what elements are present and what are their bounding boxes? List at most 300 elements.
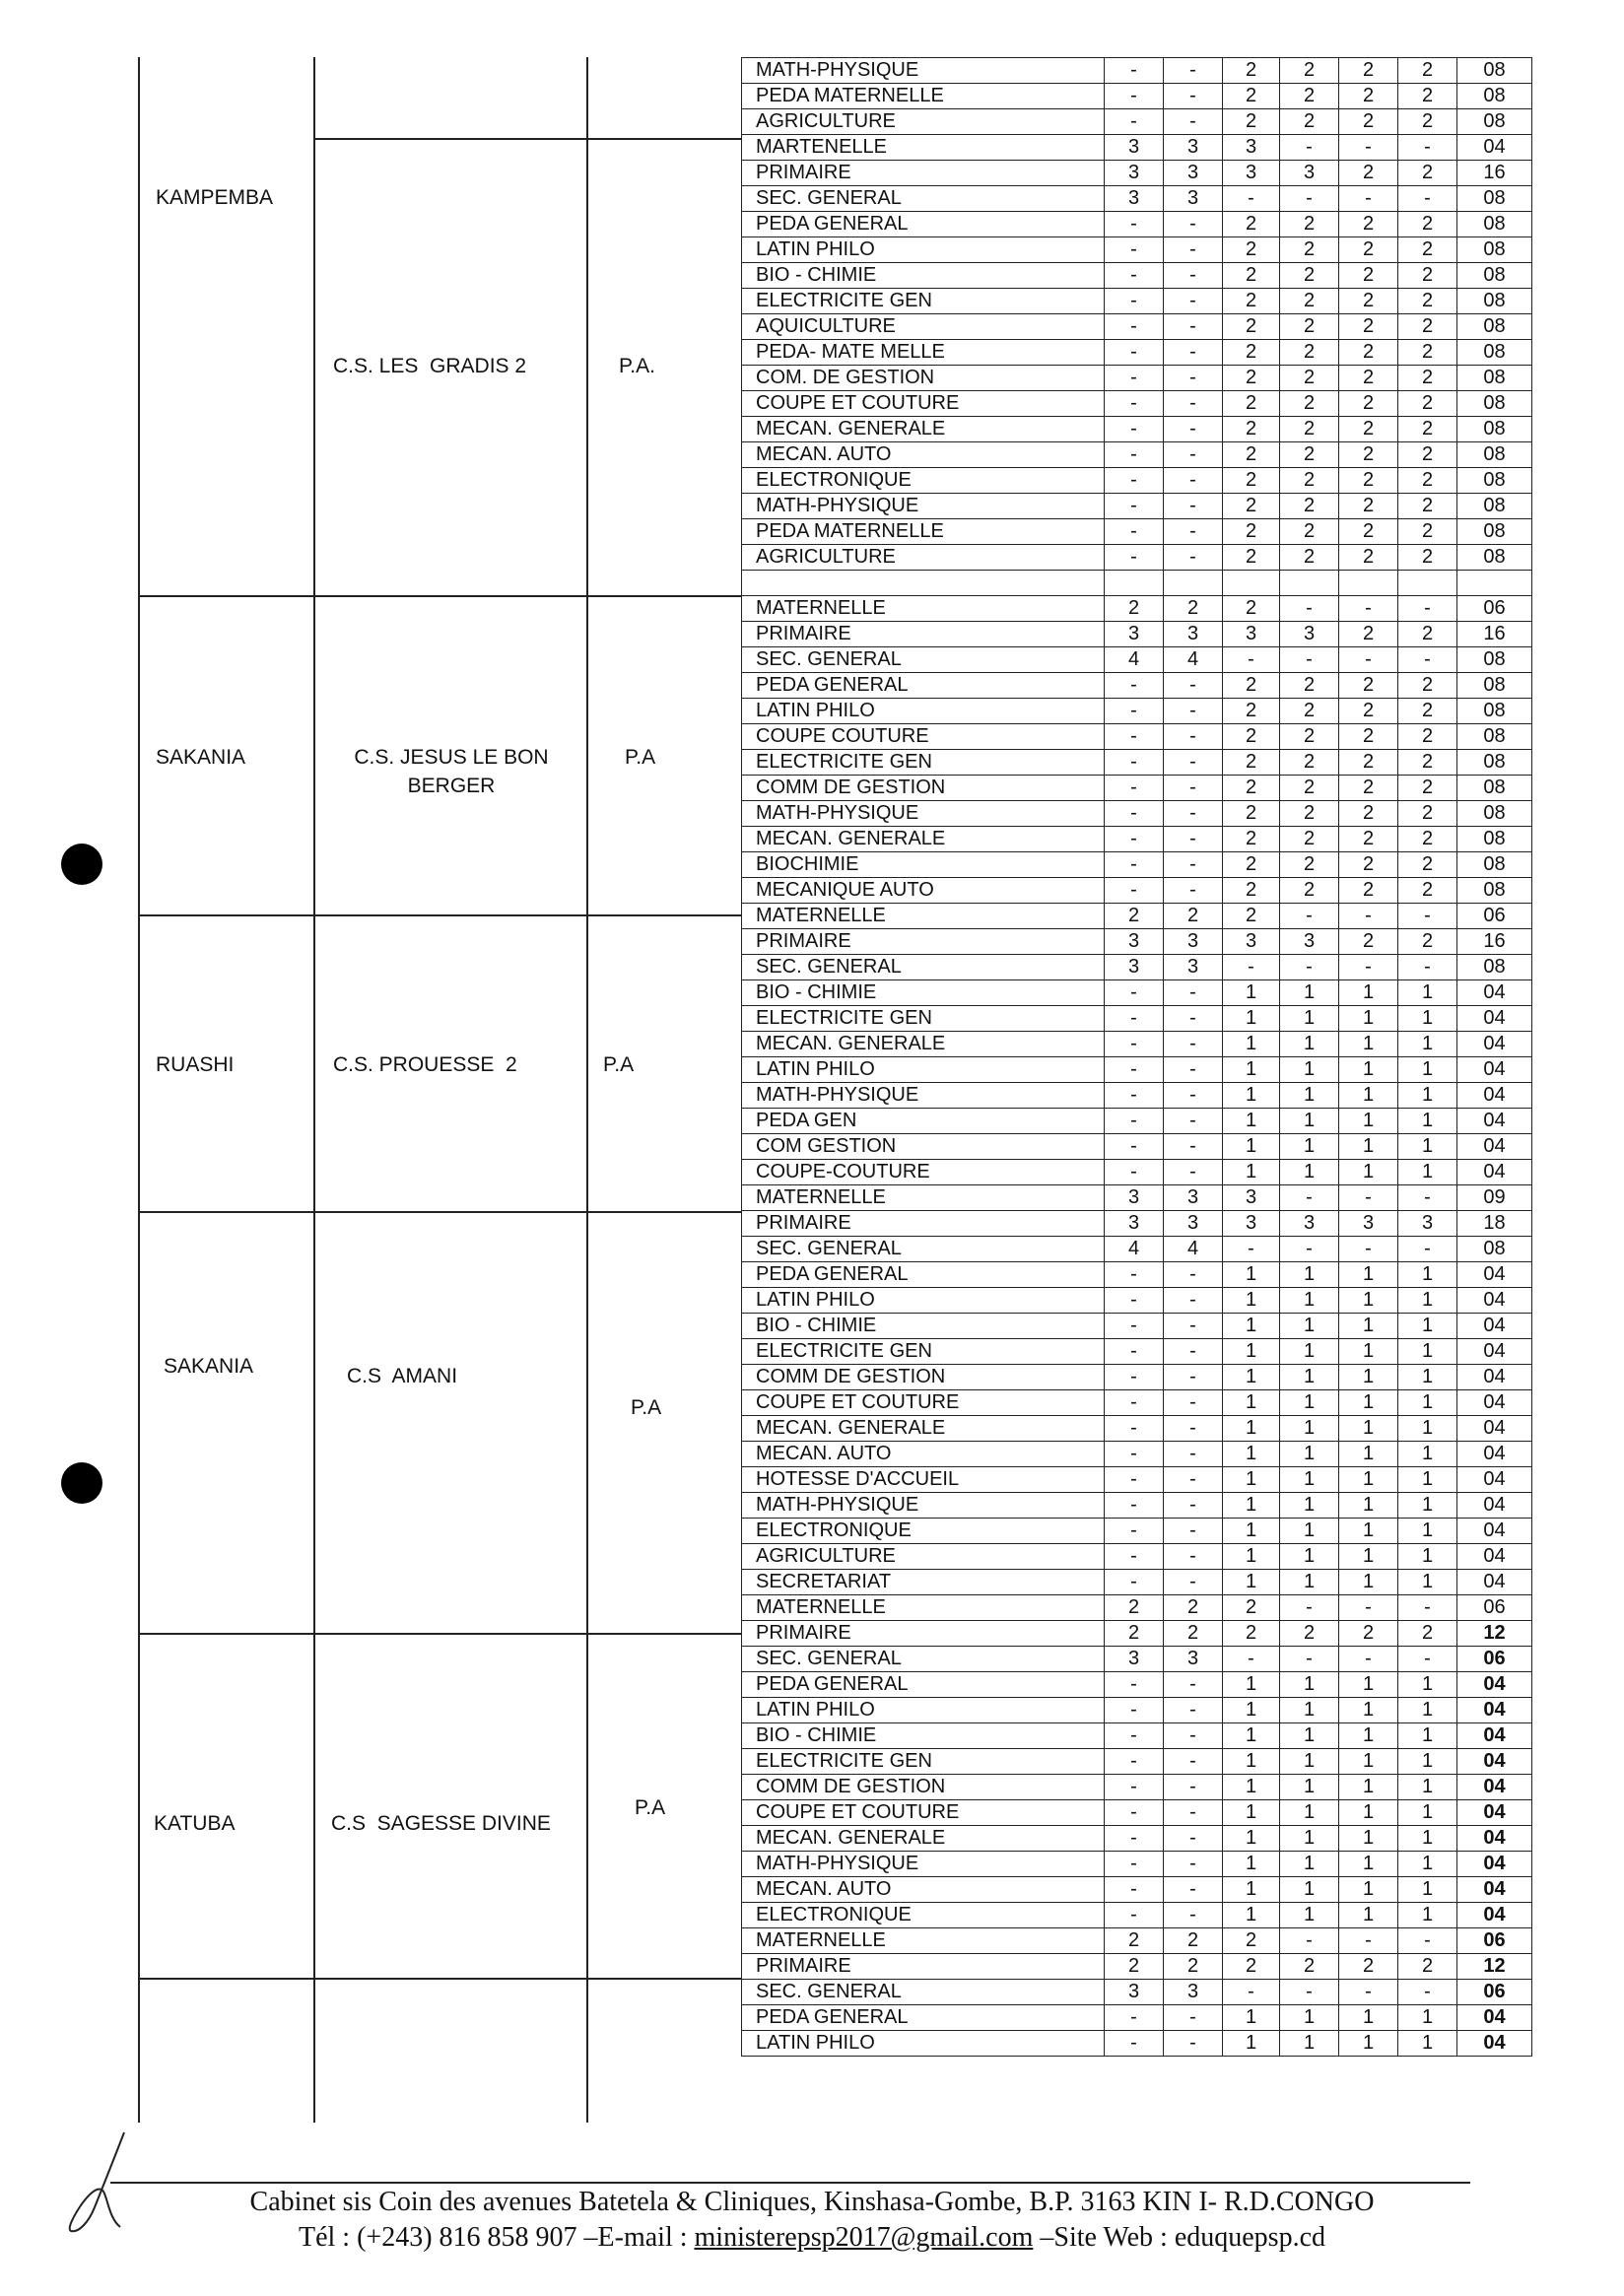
count-cell: 1 [1339,2005,1398,2031]
count-cell: - [1105,289,1164,314]
count-cell: - [1105,442,1164,468]
count-cell: 2 [1280,801,1339,827]
table-row [742,571,1532,596]
count-cell: - [1105,1672,1164,1698]
program-cell: ELECTRONIQUE [742,468,1105,494]
total-cell: 04 [1457,980,1532,1006]
total-cell: 04 [1457,135,1532,161]
count-cell: - [1164,750,1223,776]
count-cell: 2 [1223,84,1280,109]
count-cell: - [1280,135,1339,161]
count-cell: 1 [1223,1365,1280,1390]
count-cell: 3 [1223,135,1280,161]
count-cell: - [1105,494,1164,519]
program-cell: AGRICULTURE [742,109,1105,135]
count-cell: 2 [1398,699,1457,724]
total-cell: 04 [1457,1006,1532,1032]
program-cell: LATIN PHILO [742,237,1105,263]
count-cell: 1 [1339,1467,1398,1493]
program-cell: ELECTRICITE GEN [742,1749,1105,1775]
count-cell: - [1164,1109,1223,1134]
count-cell: 2 [1339,622,1398,647]
count-cell: - [1105,263,1164,289]
count-cell: 1 [1398,1262,1457,1288]
left-border-line [138,57,140,2123]
total-cell: 08 [1457,673,1532,699]
count-cell: 2 [1339,494,1398,519]
count-cell: 2 [1398,1954,1457,1980]
count-cell: 1 [1223,1775,1280,1800]
count-cell: 2 [1223,391,1280,417]
total-cell: 06 [1457,596,1532,622]
total-cell: 08 [1457,519,1532,545]
count-cell: 1 [1223,1109,1280,1134]
count-cell: - [1164,1749,1223,1775]
staffing-table [741,57,1532,2057]
count-cell: 2 [1398,852,1457,878]
count-cell: - [1164,1852,1223,1877]
total-cell: 04 [1457,1519,1532,1544]
count-cell: - [1164,2005,1223,2031]
program-cell: HOTESSE D'ACCUEIL [742,1467,1105,1493]
total-cell: 08 [1457,468,1532,494]
count-cell: 2 [1280,263,1339,289]
type-gradis: P.A. [619,355,655,377]
total-cell: 04 [1457,1852,1532,1877]
count-cell: 2 [1398,212,1457,237]
table-row [742,2005,1532,2031]
count-cell: 1 [1339,1416,1398,1442]
count-cell: - [1105,58,1164,84]
table-row [742,1390,1532,1416]
school-type-divider [586,57,588,2123]
count-cell: - [1164,1390,1223,1416]
table-row [742,2031,1532,2057]
count-cell: 1 [1398,1339,1457,1365]
table-row [742,1698,1532,1723]
count-cell: 1 [1398,1109,1457,1134]
program-cell: COUPE ET COUTURE [742,1390,1105,1416]
count-cell: - [1280,1185,1339,1211]
count-cell: 1 [1223,1390,1280,1416]
count-cell: 1 [1223,1800,1280,1826]
count-cell: 1 [1339,1314,1398,1339]
count-cell: 1 [1398,1057,1457,1083]
program-cell: ELECTRONIQUE [742,1519,1105,1544]
school-prouesse: C.S. PROUESSE 2 [333,1053,517,1076]
count-cell: - [1105,980,1164,1006]
total-cell: 04 [1457,1723,1532,1749]
count-cell: 2 [1164,1621,1223,1647]
program-cell: MECAN. GENERALE [742,1826,1105,1852]
count-cell: - [1164,724,1223,750]
total-cell: 04 [1457,1826,1532,1852]
table-row [742,1826,1532,1852]
count-cell: 1 [1223,1672,1280,1698]
count-cell: 4 [1105,1237,1164,1262]
table-row [742,519,1532,545]
program-cell: COMM DE GESTION [742,1365,1105,1390]
program-cell: MATH-PHYSIQUE [742,494,1105,519]
count-cell: 1 [1280,1339,1339,1365]
count-cell: 2 [1280,442,1339,468]
total-cell: 04 [1457,1749,1532,1775]
count-cell: 1 [1398,1314,1457,1339]
count-cell: 1 [1280,1749,1339,1775]
total-cell: 04 [1457,1903,1532,1928]
count-cell: 1 [1398,1698,1457,1723]
table-row [742,622,1532,647]
count-cell: 2 [1280,519,1339,545]
table-row [742,1800,1532,1826]
program-cell: MECAN. AUTO [742,1442,1105,1467]
total-cell: 04 [1457,1160,1532,1185]
count-cell: 2 [1339,417,1398,442]
count-cell: 4 [1164,1237,1223,1262]
count-cell: 2 [1280,852,1339,878]
count-cell: - [1164,1544,1223,1570]
count-cell: - [1223,1647,1280,1672]
count-cell: 2 [1339,109,1398,135]
count-cell: - [1280,596,1339,622]
count-cell: 2 [1398,161,1457,186]
table-row [742,852,1532,878]
table-row [742,1877,1532,1903]
total-cell: 08 [1457,84,1532,109]
count-cell: - [1105,750,1164,776]
program-cell: PRIMAIRE [742,929,1105,955]
table-row [742,314,1532,340]
count-cell: 2 [1339,340,1398,366]
count-cell: 1 [1398,1442,1457,1467]
table-row [742,801,1532,827]
count-cell: - [1164,442,1223,468]
program-cell: PEDA GENERAL [742,212,1105,237]
total-cell [1457,571,1532,596]
count-cell: 2 [1280,314,1339,340]
count-cell: 2 [1398,84,1457,109]
count-cell: 1 [1398,1006,1457,1032]
count-cell: - [1105,391,1164,417]
count-cell: - [1223,1237,1280,1262]
count-cell: - [1105,1723,1164,1749]
count-cell: - [1280,1237,1339,1262]
count-cell: 2 [1280,340,1339,366]
table-row [742,442,1532,468]
count-cell: - [1398,955,1457,980]
commune-ruashi: RUASHI [156,1053,235,1076]
count-cell: 1 [1280,2005,1339,2031]
count-cell: - [1105,212,1164,237]
count-cell: - [1164,699,1223,724]
table-row [742,109,1532,135]
count-cell: 1 [1280,1672,1339,1698]
table-row [742,58,1532,84]
count-cell: 2 [1280,776,1339,801]
count-cell: - [1105,1365,1164,1390]
count-cell: 1 [1398,1390,1457,1416]
count-cell: - [1164,1083,1223,1109]
count-cell: 2 [1398,468,1457,494]
count-cell: - [1223,955,1280,980]
count-cell: 2 [1223,1621,1280,1647]
count-cell: 1 [1280,1365,1339,1390]
count-cell: - [1105,1006,1164,1032]
program-cell: MATH-PHYSIQUE [742,58,1105,84]
count-cell: - [1105,2005,1164,2031]
footer-rule [110,2182,1470,2184]
school-sagesse-divine: C.S SAGESSE DIVINE [331,1812,551,1835]
count-cell: 1 [1280,1134,1339,1160]
table-row [742,1980,1532,2005]
table-row [742,1262,1532,1288]
count-cell: - [1280,1980,1339,2005]
count-cell: 3 [1164,186,1223,212]
count-cell: 2 [1280,237,1339,263]
count-cell: - [1105,878,1164,904]
count-cell: 1 [1280,1032,1339,1057]
program-cell: SEC. GENERAL [742,1980,1105,2005]
count-cell: - [1339,904,1398,929]
count-cell: - [1398,1980,1457,2005]
program-cell: MATERNELLE [742,596,1105,622]
group-separator [140,1211,741,1213]
count-cell: 1 [1223,1723,1280,1749]
total-cell: 08 [1457,237,1532,263]
count-cell: 2 [1398,494,1457,519]
count-cell: - [1339,1928,1398,1954]
count-cell: 3 [1105,135,1164,161]
count-cell: 1 [1398,1032,1457,1057]
total-cell: 08 [1457,827,1532,852]
group-separator [140,1978,741,1980]
count-cell: 2 [1164,1595,1223,1621]
count-cell: 1 [1280,1544,1339,1570]
commune-school-divider [313,57,315,2123]
count-cell: - [1105,801,1164,827]
total-cell: 04 [1457,1109,1532,1134]
count-cell: - [1105,1493,1164,1519]
table-row [742,545,1532,571]
program-cell: MECANIQUE AUTO [742,878,1105,904]
program-cell: MATERNELLE [742,904,1105,929]
count-cell: - [1105,1390,1164,1416]
count-cell: - [1164,1493,1223,1519]
total-cell: 08 [1457,852,1532,878]
program-cell: MECAN. GENERALE [742,1416,1105,1442]
count-cell: - [1164,212,1223,237]
table-row [742,289,1532,314]
table-row [742,468,1532,494]
program-cell: PEDA GEN [742,1109,1105,1134]
total-cell: 08 [1457,1237,1532,1262]
count-cell: 2 [1398,827,1457,852]
count-cell: - [1105,1160,1164,1185]
table-row [742,1672,1532,1698]
count-cell: 2 [1223,801,1280,827]
total-cell: 06 [1457,1980,1532,2005]
count-cell: 3 [1164,1647,1223,1672]
count-cell: 1 [1280,1723,1339,1749]
total-cell: 04 [1457,1262,1532,1288]
total-cell: 08 [1457,699,1532,724]
count-cell: 1 [1223,2005,1280,2031]
count-cell: - [1164,84,1223,109]
count-cell: 1 [1339,1877,1398,1903]
count-cell: 2 [1164,596,1223,622]
count-cell: 1 [1398,1723,1457,1749]
count-cell: 2 [1398,58,1457,84]
count-cell: 1 [1280,980,1339,1006]
table-row [742,135,1532,161]
count-cell: 2 [1339,237,1398,263]
count-cell: 1 [1280,1493,1339,1519]
program-cell: BIO - CHIMIE [742,980,1105,1006]
commune-sakania-1: SAKANIA [156,746,246,769]
count-cell: 1 [1280,1083,1339,1109]
table-row [742,1237,1532,1262]
gradis-separator [315,138,741,140]
program-cell: ELECTRICITE GEN [742,750,1105,776]
table-row [742,1134,1532,1160]
count-cell: - [1105,1442,1164,1467]
table-row [742,1852,1532,1877]
total-cell: 06 [1457,904,1532,929]
count-cell: 2 [1339,827,1398,852]
count-cell: 3 [1339,1211,1398,1237]
count-cell: 3 [1164,161,1223,186]
footer-email-link[interactable]: ministerepsp2017@gmail.com [694,2222,1034,2253]
total-cell: 08 [1457,391,1532,417]
count-cell: 1 [1223,1544,1280,1570]
program-cell: COUPE ET COUTURE [742,1800,1105,1826]
count-cell: 1 [1339,1493,1398,1519]
count-cell: 1 [1223,1570,1280,1595]
count-cell: 1 [1339,1749,1398,1775]
total-cell: 04 [1457,1467,1532,1493]
count-cell: 3 [1223,1211,1280,1237]
count-cell: - [1105,1775,1164,1800]
count-cell: - [1164,1800,1223,1826]
count-cell [1223,571,1280,596]
count-cell: - [1164,263,1223,289]
table-row [742,1006,1532,1032]
count-cell: - [1339,1237,1398,1262]
program-cell: ELECTRONIQUE [742,1903,1105,1928]
count-cell: 3 [1280,622,1339,647]
count-cell: 3 [1398,1211,1457,1237]
count-cell: 1 [1280,1160,1339,1185]
count-cell: 2 [1223,519,1280,545]
program-cell: SEC. GENERAL [742,647,1105,673]
count-cell: 2 [1223,237,1280,263]
count-cell [1339,571,1398,596]
count-cell: - [1164,980,1223,1006]
total-cell: 08 [1457,776,1532,801]
count-cell: 1 [1280,1262,1339,1288]
count-cell: - [1164,1416,1223,1442]
count-cell: - [1164,314,1223,340]
table-row [742,212,1532,237]
table-row [742,1314,1532,1339]
count-cell: 2 [1339,519,1398,545]
table-row [742,1083,1532,1109]
count-cell: 2 [1223,724,1280,750]
table-row [742,1416,1532,1442]
count-cell: 2 [1339,212,1398,237]
count-cell: 1 [1398,1519,1457,1544]
count-cell: 1 [1280,1826,1339,1852]
count-cell: - [1398,647,1457,673]
program-cell: ELECTRICITE GEN [742,1006,1105,1032]
total-cell: 04 [1457,1083,1532,1109]
table-row [742,878,1532,904]
count-cell: 1 [1280,1314,1339,1339]
program-cell: PEDA GENERAL [742,1262,1105,1288]
count-cell: - [1105,699,1164,724]
count-cell: - [1164,1467,1223,1493]
count-cell: 2 [1339,776,1398,801]
count-cell: 3 [1105,1647,1164,1672]
table-row [742,1544,1532,1570]
count-cell: - [1164,1903,1223,1928]
count-cell: 1 [1280,1877,1339,1903]
group-separator [140,914,741,916]
program-cell [742,571,1105,596]
program-cell: COUPE ET COUTURE [742,391,1105,417]
count-cell: - [1164,289,1223,314]
count-cell: 1 [1280,1852,1339,1877]
program-cell: MATERNELLE [742,1928,1105,1954]
total-cell: 16 [1457,622,1532,647]
count-cell: - [1105,1467,1164,1493]
count-cell: - [1280,647,1339,673]
count-cell: - [1105,1109,1164,1134]
count-cell: 2 [1280,58,1339,84]
count-cell: - [1339,955,1398,980]
total-cell: 12 [1457,1621,1532,1647]
program-cell: BIO - CHIMIE [742,1723,1105,1749]
table-row [742,929,1532,955]
count-cell: - [1105,1288,1164,1314]
count-cell: - [1164,1519,1223,1544]
program-cell: AGRICULTURE [742,1544,1105,1570]
table-row [742,699,1532,724]
table-row [742,827,1532,852]
count-cell: 1 [1339,1083,1398,1109]
count-cell: 2 [1339,724,1398,750]
count-cell: 2 [1398,237,1457,263]
program-cell: PEDA GENERAL [742,1672,1105,1698]
table-row [742,1954,1532,1980]
type-sagesse: P.A [635,1796,666,1819]
count-cell: 1 [1398,1775,1457,1800]
count-cell: 2 [1280,673,1339,699]
count-cell: 3 [1105,186,1164,212]
count-cell: - [1398,1237,1457,1262]
count-cell: 1 [1280,1519,1339,1544]
total-cell: 08 [1457,340,1532,366]
total-cell: 06 [1457,1647,1532,1672]
count-cell: 2 [1339,84,1398,109]
count-cell: 3 [1164,1980,1223,2005]
count-cell: - [1105,1570,1164,1595]
count-cell: - [1105,84,1164,109]
count-cell [1280,571,1339,596]
count-cell: 2 [1280,417,1339,442]
count-cell: 2 [1280,391,1339,417]
count-cell: 1 [1398,1467,1457,1493]
